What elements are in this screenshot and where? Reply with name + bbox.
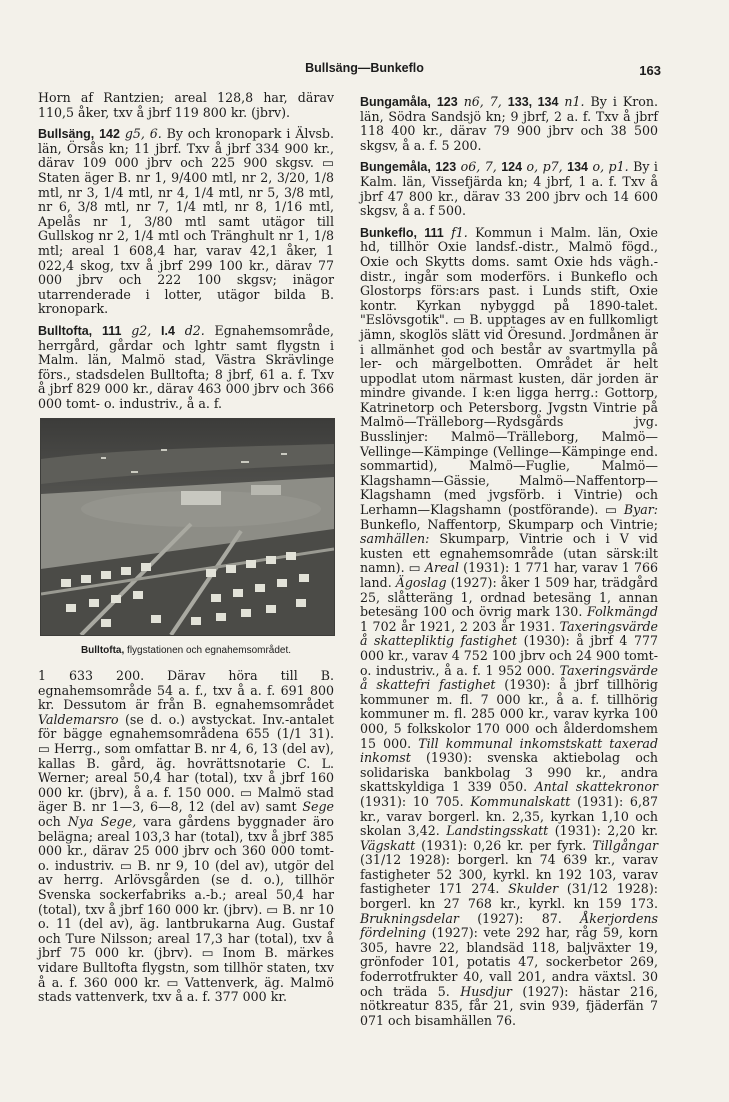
map-ref-grid: n1. (564, 94, 585, 109)
field-label: Husdjur (460, 983, 512, 999)
map-ref-grid: o, p1. (592, 159, 629, 175)
headword: Bunkeflo, (360, 225, 417, 240)
field-label: Antal skattekronor (534, 779, 658, 795)
field-label: samhällen: (360, 531, 430, 547)
field-label: Taxeringsvärde å skattepliktig fastighet (360, 618, 658, 649)
field-label: Folkmängd (587, 604, 658, 620)
entry-text: (1931): 1 771 har, varav 1 766 land. (360, 560, 658, 590)
map-ref-number: 133, 134 (507, 95, 559, 109)
field-label: Tillgångar (592, 837, 658, 853)
map-ref-number: 123 (436, 95, 458, 109)
cross-ref: Valdemarsro (38, 711, 119, 727)
map-ref-number: 111 (101, 323, 122, 338)
entry-text: vara gårdens byggnader äro belägna; areal 103,3 har (total), txv å jbrf 385 000 kr., därav 25 000 jbrv och 360 000 tomt- o. industriv. ▭ B. nr 9, 10 (del av), utgör del av herrg. Arlövsgården (se d. o.), tillhör Svenska sockerfabriks a.-b.; areal 50,4 har (total), txv å jbrf 160 000 kr. (jbrv). ▭ B. nr 10 o. 11 (del av), äg. lantbrukarna Aug. Gustaf och Ture Nilsson; areal 17,3 har (total), txv å jbrf 75 000 kr. (jbrv). ▭ Inom B. märkes vidare Bulltofta flygstn, som tillhör staten, txv å a. f. 360 000 kr. ▭ Vattenverk, äg. Malmö stads vattenverk, txv å a. f. 377 000 kr. (38, 814, 334, 1005)
field-label: Åkerjordens fördelning (360, 910, 658, 941)
map-ref-grid: n6, 7, (463, 94, 502, 109)
entry-text: och (38, 814, 61, 829)
entry-bulltofta (38, 324, 334, 412)
page-header (0, 61, 729, 81)
caption-text: flygstationen och egnahemsområdet. (127, 645, 292, 657)
field-label: Byar: (623, 502, 658, 518)
map-ref-number: 134 (567, 160, 589, 175)
entry-text: 1 702 år 1921, 2 203 år 1931. (360, 618, 556, 634)
field-label: Kommunalskatt (470, 793, 571, 809)
entry-text: Horn af Rantzien; areal 128,8 har, därav 110,5 åker, txv å jbrf 119 800 kr. (jbrv). (38, 90, 334, 120)
map-ref-number: 123 (435, 160, 457, 175)
entry-text: Egnahemsområde, herrgård, gårdar och lghtr samt flygstn i Malm. län, Malmö stad, Västra Skrävlinge förs., stadsdelen Bulltofta; 8 jbrf, 61 a. f. Txv å jbrf 829 000 kr., därav 463 000 jbrv och 366 000 tomt- o. industriv., å a. f. (38, 322, 334, 411)
entry-text: (1931): 10 705. (360, 793, 464, 809)
entry-text: (1931): 0,26 kr. per fyrk. (421, 837, 587, 853)
entry-bungamala (360, 95, 658, 153)
entry-text: (1930): å jbrf 4 777 000 kr., varav 4 752 100 jbrv och 24 900 tomt- o. industriv., å a. f. 1 952 000. (360, 633, 658, 678)
entry-text: Skumparp, Vintrie och i V vid kusten ett egnahemsområde (utan särsk:ilt namn). ▭ (360, 531, 658, 576)
running-head: Bullsäng—Bunkeflo (305, 61, 424, 75)
map-ref-grid: d2. (184, 322, 205, 338)
field-label: Brukningsdelar (360, 910, 459, 926)
map-ref-grid: o6, 7, (460, 159, 497, 175)
headword: Bulltofta, (38, 323, 93, 338)
entry-text: By och kronopark i Älvsb. län, Örsås kn; 11 jbrf. Txv å jbrf 334 900 kr., därav 109 000 jbrv och 225 900 skgsv. ▭ Staten äger B. nr 1, 9/400 mtl, nr 2, 3/20, 1/8 mtl, nr 3, 1/4 mtl, nr 4, 1/4 mtl, nr 5, 3/8 mtl, nr 6, 3/8 mtl, nr 7, 1/4 mtl, nr 8, 1/16 mtl, Apelås nr 1, 3/80 mtl samt utägor till Gullskog nr 2, 1/4 mtl och Tränghult nr 1, 1/8 mtl; areal 1 608,4 har, varav 42,1 åker, 1 022,4 skog, txv å jbrf 299 100 kr., därav 77 000 jbrv och 222 100 skgsv; inägor utarrenderade i lotter, utägor bilda B. kronopark. (38, 126, 334, 317)
entry-bungemala (360, 160, 658, 218)
entry-text: (1927): hästar 216, nötkreatur 835, får 21, svin 939, fjäderfän 7 071 och bisamhällen 76. (360, 983, 658, 1028)
entry-text: By i Kron. län, Södra Sandsjö kn; 9 jbrf, 2 a. f. Txv å jbrf 118 400 kr., därav 79 900 jbrv och 38 500 skgsv, å a. f. 5 200. (360, 94, 658, 153)
headword: Bungamåla, (360, 95, 431, 109)
entry-text: (1930): svenska aktiebolag och solidariska bankbolag 3 990 kr., andra skattskyldiga 1 339 050. (360, 750, 658, 795)
caption-place: Bulltofta, (80, 645, 125, 657)
entry-text: Kommun i Malm. län, Oxie hd, tillhör Oxie landsf.-distr., Malmö fögd., Oxie och Skytts doms. samt Oxie hds vägh.-distr., ingår som moderförs. i Bunkeflo och Glostorps förs:ars past. i Lunds stift, Oxie kontr. Kyrkan nybyggd på 1890-talet. "Eslövsgotik". ▭ B. upptages av en fullkomligt jämn, skoglös slätt vid Öresund. Jordmånen är i allmänhet god och består av svartmylla på ler- och märgelbotten. Området är helt uppodlat utom närmast kusten, där jorden är mindre givande. I k:en ligga herrg.: Gottorp, Katrinetorp och Petersborg. Jvgstn Vintrie på Malmö—Trälleborg—Rydsgårds jvg. Busslinjer: Malmö—Trälleborg, Malmö—Vellinge—Kämpinge (Vellinge—Kämpinge end. sommartid), Malmö—Fuglie, Malmö—Klagshamn—Gässie, Malmö—Naffentorp—Klagshamn (med jvgsförb. i Vintrie) och Lerhamn—Klagshamn (postförande). ▭ (360, 224, 658, 518)
map-ref-number: I.4 (161, 323, 175, 338)
headword: Bungemåla, (360, 160, 431, 175)
entry-text: (31/12 1928): borgerl. kn 27 768 kr., kyrkl. kn 159 173. (360, 881, 658, 912)
aerial-photo-image (41, 419, 334, 635)
entry-text: (se d. o.) avstyckat. Inv.-antalet för bägge egnahemsområdena 655 (1/1 31). ▭ Herrg., som omfattar B. nr 4, 6, 13 (del av), kallas B. gård, äg. hovrättsnotarie C. L. Werner; areal 50,4 har (total), txv å jbrf 160 000 kr. (jbrv), å a. f. 150 000. ▭ Malmö stad äger B. nr 1—3, 6—8, 12 (del av) samt (38, 711, 334, 815)
map-ref-number: 124 (501, 160, 523, 175)
page-number: 163 (639, 63, 661, 78)
entry-text: By i Kalm. län, Vissefjärda kn; 4 jbrf, 1 a. f. Txv å jbrf 47 800 kr., därav 33 200 jbrv och 14 600 skgsv, å a. f 500. (360, 159, 658, 219)
map-ref-grid: g2, (131, 322, 152, 338)
entry-text: (1927): åker 1 509 har, trädgård 25, slåtteräng 1, ordnad betesäng 1, annan betesäng 100 och övrig mark 130. (360, 575, 658, 620)
map-ref-grid: f1. (451, 224, 468, 240)
field-label: Vägskatt (360, 837, 416, 853)
left-column (38, 91, 334, 1012)
entry-text: Bunkeflo, Naffentorp, Skumparp och Vintrie; (360, 516, 658, 532)
map-ref-grid: o, p7, (526, 159, 563, 175)
field-label: Areal (424, 560, 459, 576)
entry-text: (1927): 87. (477, 910, 562, 926)
entry-text: 1 633 200. Därav höra till B. egnahemsområde 54 a. f., txv å a. f. 691 800 kr. Dessutom är från B. egnahemsområdet (38, 668, 334, 713)
map-ref-number: 111 (424, 225, 444, 240)
entry-text: (31/12 1928): borgerl. kn 74 639 kr., varav fastigheter 52 300, kyrkl. kn 192 103, varav fastigheter 171 274. (360, 852, 658, 897)
field-label: Landstingsskatt (446, 823, 549, 839)
aerial-photo (40, 418, 335, 636)
headword: Bullsäng, (38, 127, 95, 142)
entry-text: (1931): 2,20 kr. (554, 823, 658, 839)
map-ref-grid: g5, 6. (124, 126, 162, 142)
entry-bullsang (38, 127, 334, 317)
field-label: Skulder (508, 881, 559, 897)
entry-text: (1927): vete 292 har, råg 59, korn 305, havre 22, blandsäd 118, baljväxter 19, grönfoder 101, potatis 47, sockerbetor 269, foderrotfrukter 40, vall 201, andra växtsl. 30 och träda 5. (360, 925, 658, 999)
place-name: Nya Sege, (67, 814, 137, 829)
place-name: Sege (302, 799, 334, 815)
entry-continuation-horn (38, 91, 334, 120)
entry-bulltofta-continued (38, 669, 334, 1005)
entry-text: (1930): å jbrf tillhörig kommuner m. fl. 7 000 kr., å a. f. tillhörig kommuner m. fl. 285 000 kr., varav kyrka 100 000, 5 folkskolor 170 000 och ålderdomshem 15 000. (360, 677, 658, 751)
map-ref-number: 142 (99, 127, 120, 142)
photo-caption (38, 644, 334, 659)
field-label: Ägoslag (395, 575, 447, 590)
entry-bunkeflo (360, 226, 658, 1029)
right-column (360, 95, 658, 1035)
field-label: Till kommunal inkomstskatt taxerad inkomst (360, 735, 659, 766)
field-label: Taxeringsvärde å skattefri fastighet (360, 662, 658, 693)
entry-text: (1931): 6,87 kr., varav borgerl. kn. 2,35, kyrkan 1,10 och skolan 3,42. (360, 793, 658, 839)
